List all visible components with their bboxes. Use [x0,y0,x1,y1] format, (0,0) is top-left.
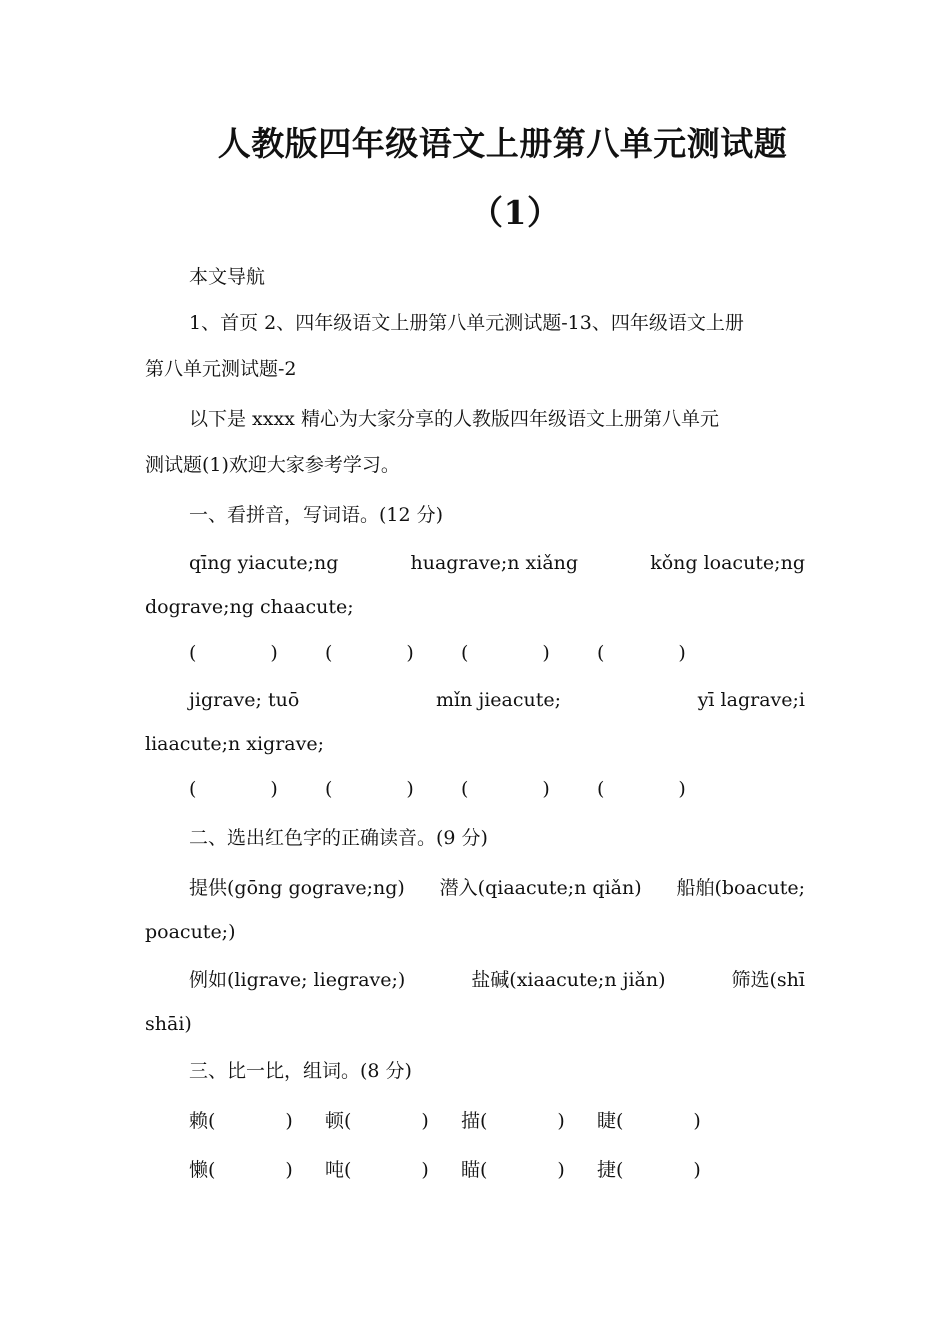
pinyin-row-1-cont: dograve;ng chaacute; [145,596,354,618]
reading-row-1-cont: poacute;) [145,921,236,943]
section1-heading: 一、看拼音，写词语。(12 分) [189,504,444,526]
answer-blanks-row-1 [189,640,733,666]
word-blank[interactable]: 赖( ) [189,1110,293,1132]
document-title-number: （1） [470,193,561,232]
reading-item: 筛选(shī [731,969,805,991]
word-blank[interactable]: 懒( ) [189,1159,293,1181]
word-blank[interactable]: 瞄( ) [461,1159,565,1181]
reading-row-1 [189,875,805,901]
word-blank[interactable]: 睫( ) [597,1110,701,1132]
answer-blank[interactable]: ( ) [461,642,550,664]
reading-row-2-cont: shāi) [145,1013,192,1035]
pinyin-row-1 [189,550,805,576]
answer-blank[interactable]: ( ) [325,778,414,800]
word-blank[interactable]: 捷( ) [597,1159,701,1181]
intro-line1: 以下是 xxxx 精心为大家分享的人教版四年级语文上册第八单元 [189,408,719,430]
reading-item: 提供(gōng gograve;ng) [189,877,405,899]
answer-blanks-row-2 [189,776,733,802]
pinyin-row-2 [189,687,805,713]
compare-row-1 [189,1108,733,1134]
pinyin-item: huagrave;n xiǎng [410,552,579,574]
answer-blank[interactable]: ( ) [325,642,414,664]
nav-heading: 本文导航 [189,266,266,288]
word-blank[interactable]: 吨( ) [325,1159,429,1181]
reading-item: 船舶(boacute; [676,877,805,899]
answer-blank[interactable]: ( ) [597,778,686,800]
document-title: 人教版四年级语文上册第八单元测试题 [217,124,788,163]
reading-item: 潜入(qiaacute;n qiǎn) [439,877,642,899]
word-blank[interactable]: 描( ) [461,1110,565,1132]
pinyin-row-2-cont: liaacute;n xigrave; [145,733,324,755]
section3-heading: 三、比一比，组词。(8 分) [189,1060,412,1082]
answer-blank[interactable]: ( ) [189,642,278,664]
reading-row-2 [189,967,805,993]
answer-blank[interactable]: ( ) [461,778,550,800]
word-blank[interactable]: 顿( ) [325,1110,429,1132]
pinyin-item: yī lagrave;i [697,689,805,711]
pinyin-item: kǒng loacute;ng [650,552,805,574]
compare-row-2 [189,1157,733,1183]
section2-heading: 二、选出红色字的正确读音。(9 分) [189,827,488,849]
pinyin-item: qīng yiacute;ng [189,552,339,574]
nav-links-line1[interactable]: 1、首页 2、四年级语文上册第八单元测试题-13、四年级语文上册 [189,312,744,334]
pinyin-item: mǐn jieacute; [435,689,562,711]
pinyin-item: jigrave; tuō [189,689,300,711]
answer-blank[interactable]: ( ) [189,778,278,800]
answer-blank[interactable]: ( ) [597,642,686,664]
nav-links-line2[interactable]: 第八单元测试题-2 [145,358,297,380]
intro-line2: 测试题(1)欢迎大家参考学习。 [145,454,400,476]
reading-item: 盐碱(xiaacute;n jiǎn) [471,969,666,991]
reading-item: 例如(ligrave; liegrave;) [189,969,406,991]
